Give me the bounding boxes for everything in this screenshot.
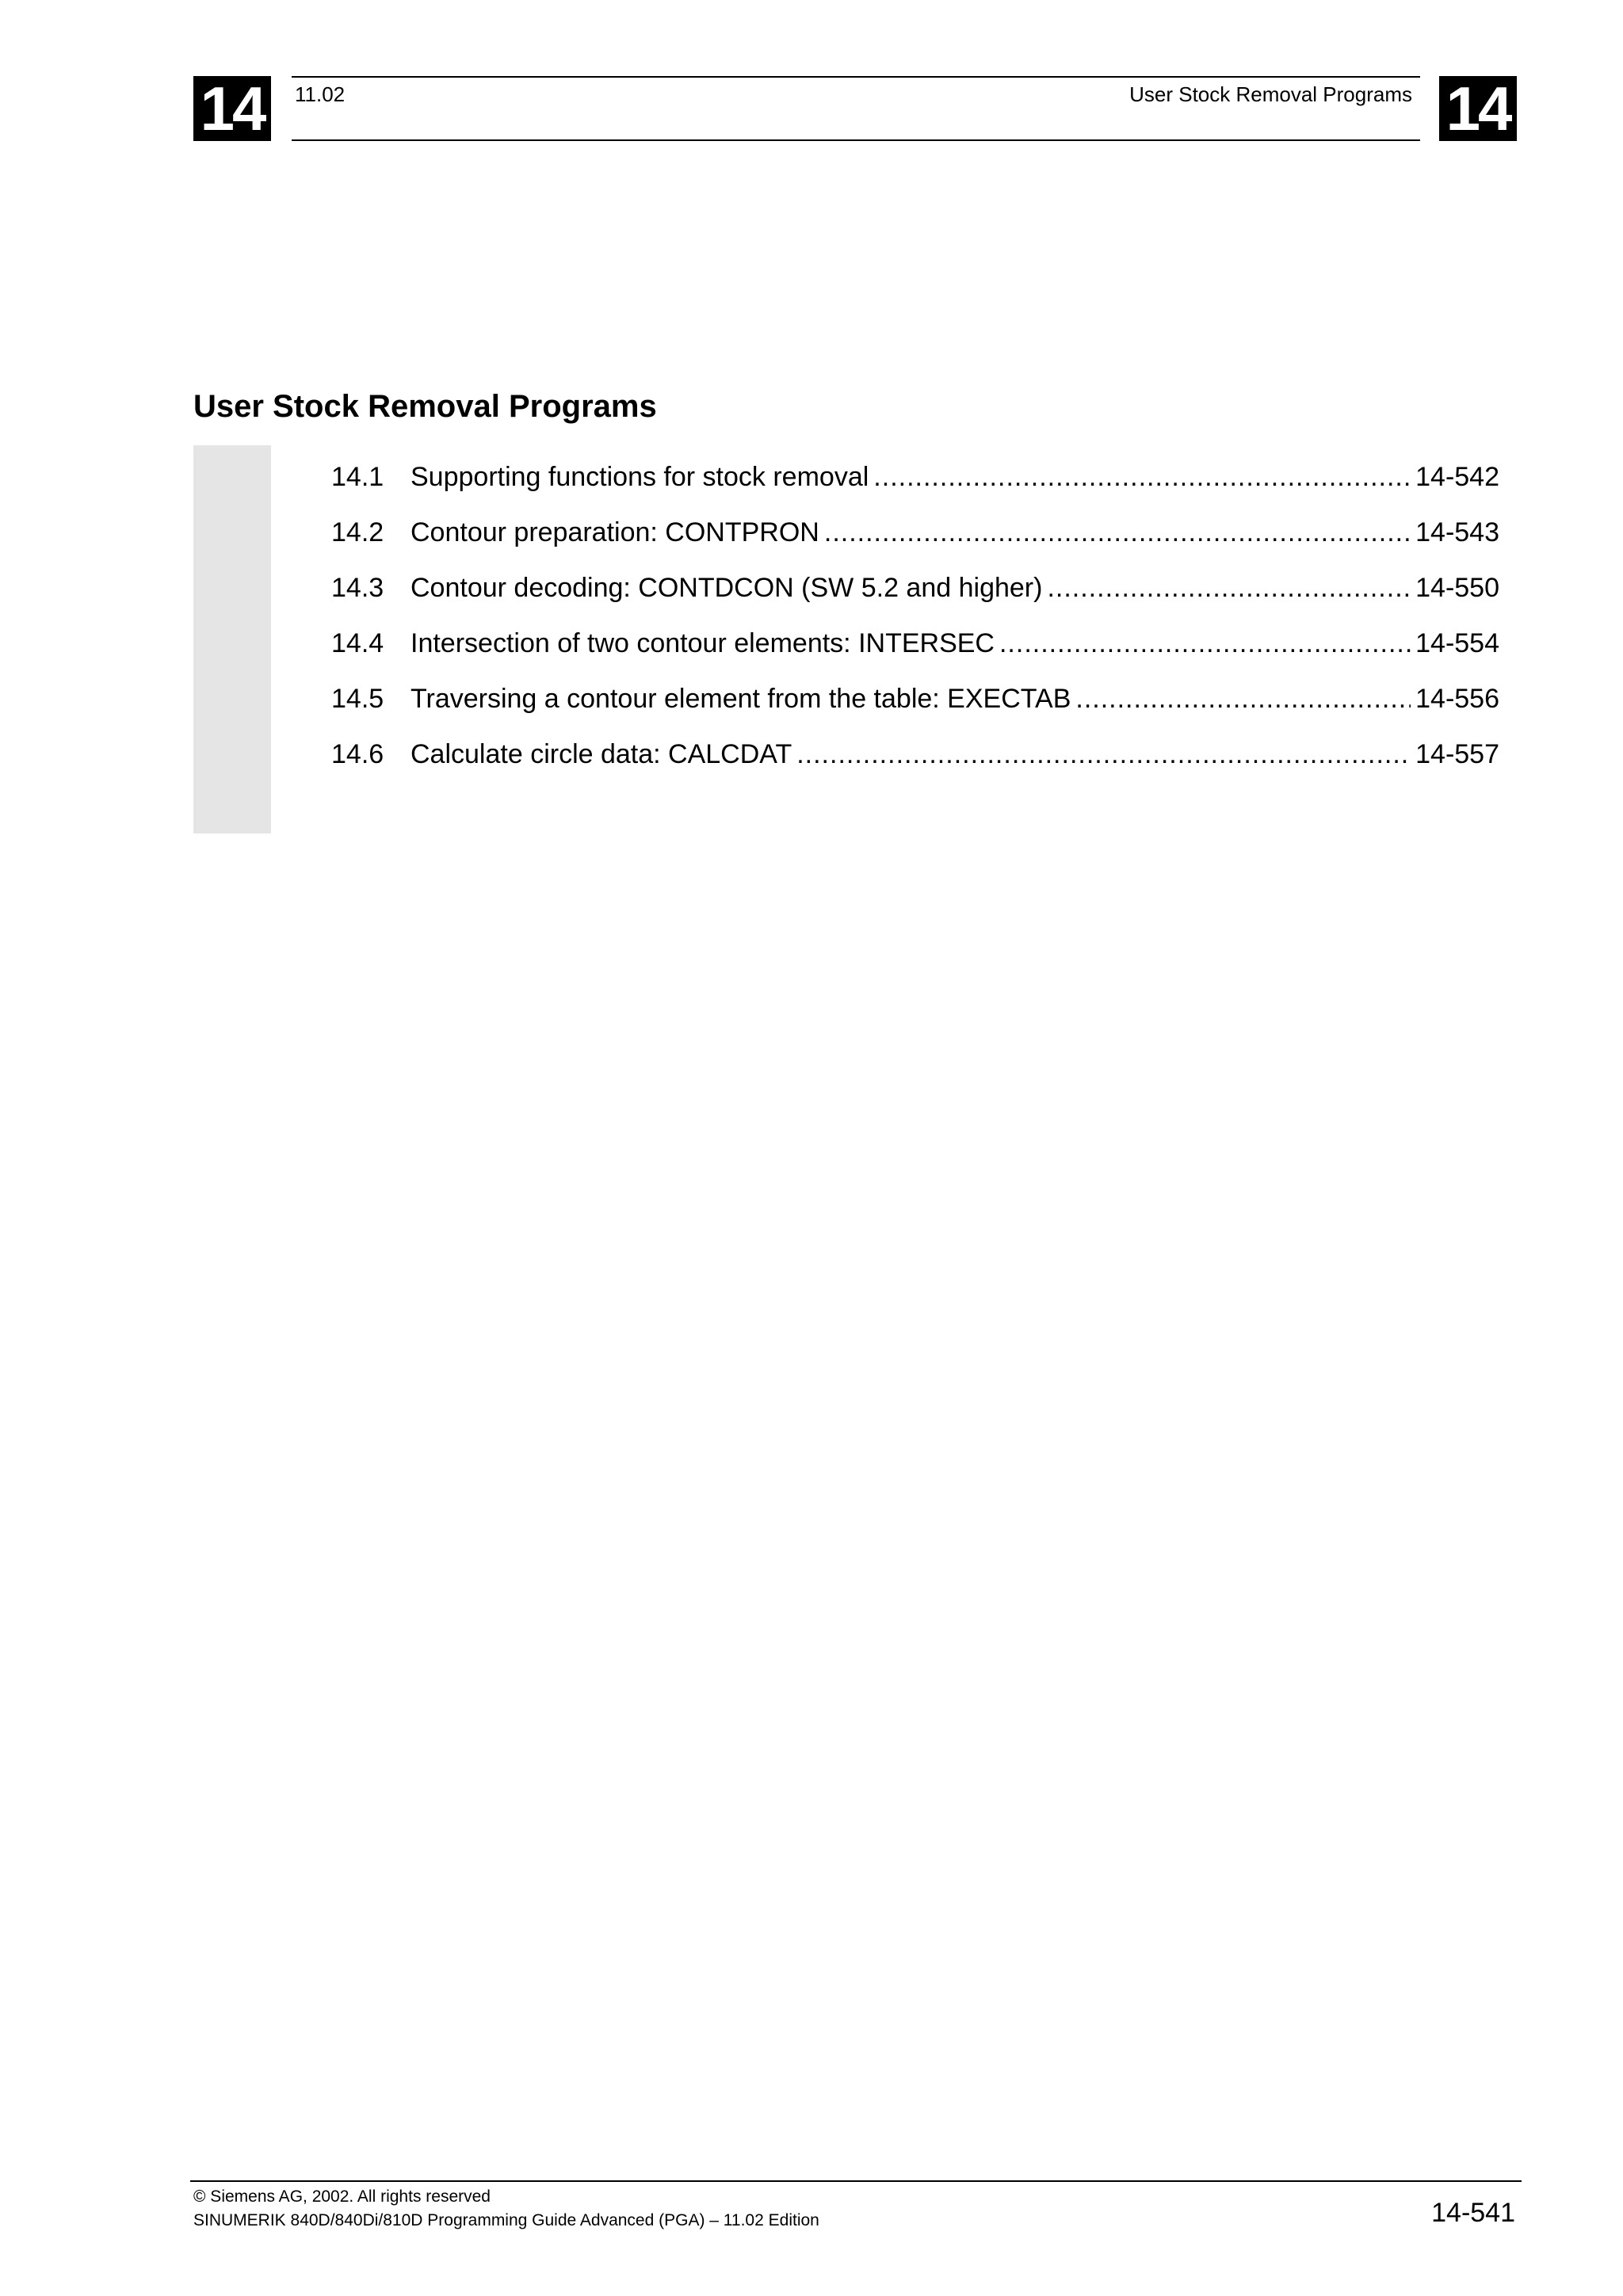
toc-entry-number: 14.6: [331, 739, 384, 769]
toc-entry-page: 14-542: [1415, 462, 1499, 492]
toc-entry[interactable]: [331, 680, 1499, 735]
toc-entry-page: 14-550: [1415, 573, 1499, 603]
toc-entry-page: 14-556: [1415, 684, 1499, 714]
toc-entry[interactable]: [331, 569, 1499, 624]
toc-entry-title: Contour preparation: CONTPRON: [411, 517, 819, 547]
chapter-number-left: 14: [193, 76, 271, 141]
toc-entry[interactable]: [331, 735, 1499, 791]
toc-entry-number: 14.4: [331, 628, 384, 658]
footer-rule: [190, 2180, 1522, 2182]
footer-page-number: 14-541: [1431, 2198, 1515, 2228]
toc-entry-number: 14.2: [331, 517, 384, 547]
header-bottom-rule: [292, 139, 1420, 141]
toc-dot-leader: [824, 513, 1411, 551]
toc-entry-page: 14-557: [1415, 739, 1499, 769]
toc-dot-leader: [1047, 569, 1411, 607]
toc-entry-page: 14-554: [1415, 628, 1499, 658]
toc-side-bar: [193, 445, 271, 833]
toc-dot-leader: [999, 624, 1411, 662]
toc-entry-title: Calculate circle data: CALCDAT: [411, 739, 792, 769]
table-of-contents: [331, 458, 1499, 791]
footer-product-line: SINUMERIK 840D/840Di/810D Programming Guide Advanced (PGA) – 11.02 Edition: [193, 2211, 819, 2229]
chapter-title: User Stock Removal Programs: [193, 389, 657, 424]
toc-dot-leader: [1075, 680, 1411, 718]
header-top-rule: [292, 76, 1420, 78]
toc-entry-number: 14.5: [331, 684, 384, 714]
toc-entry-number: 14.1: [331, 462, 384, 492]
header-running-title: User Stock Removal Programs: [1129, 82, 1412, 106]
toc-entry-title: Supporting functions for stock removal: [411, 462, 869, 492]
chapter-number-right: 14: [1439, 76, 1517, 141]
toc-dot-leader: [796, 735, 1411, 773]
toc-entry-title: Traversing a contour element from the table: EXECTAB: [411, 684, 1071, 714]
toc-entry[interactable]: [331, 458, 1499, 513]
toc-entry-number: 14.3: [331, 573, 384, 603]
header-version: 11.02: [295, 82, 346, 106]
toc-entry-title: Intersection of two contour elements: INTERSEC: [411, 628, 995, 658]
toc-entry-page: 14-543: [1415, 517, 1499, 547]
toc-entry[interactable]: [331, 513, 1499, 569]
toc-entry[interactable]: [331, 624, 1499, 680]
toc-entry-title: Contour decoding: CONTDCON (SW 5.2 and higher): [411, 573, 1043, 603]
footer-copyright: © Siemens AG, 2002. All rights reserved: [193, 2187, 491, 2206]
toc-dot-leader: [873, 458, 1411, 496]
